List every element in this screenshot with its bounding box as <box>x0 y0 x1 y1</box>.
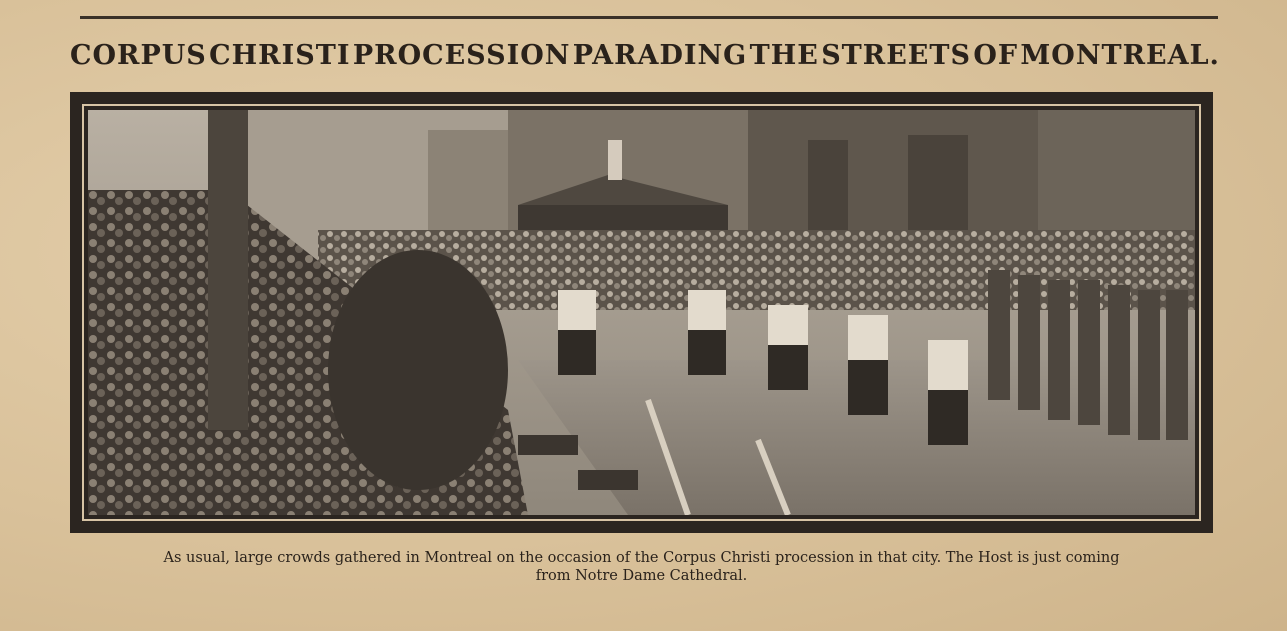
headline-word: PARADING <box>572 40 748 71</box>
top-rule <box>80 16 1218 19</box>
headline <box>70 40 1220 71</box>
photo-frame <box>70 92 1213 533</box>
headline-word: CORPUS <box>70 40 207 71</box>
headline-word: MONTREAL. <box>1020 40 1220 71</box>
caption-line-1: As usual, large crowds gathered in Montreal on the occasion of the Corpus Christi procession in that city. The Host is just coming <box>163 550 1120 566</box>
headline-word: OF <box>973 40 1019 71</box>
photo-caption <box>70 549 1213 585</box>
headline-word: PROCESSION <box>352 40 571 71</box>
caption-line-2: from Notre Dame Cathedral. <box>535 568 748 584</box>
procession-photograph <box>88 110 1195 515</box>
headline-word: THE <box>749 40 819 71</box>
headline-word: STREETS <box>821 40 971 71</box>
headline-word: CHRISTI <box>209 40 351 71</box>
